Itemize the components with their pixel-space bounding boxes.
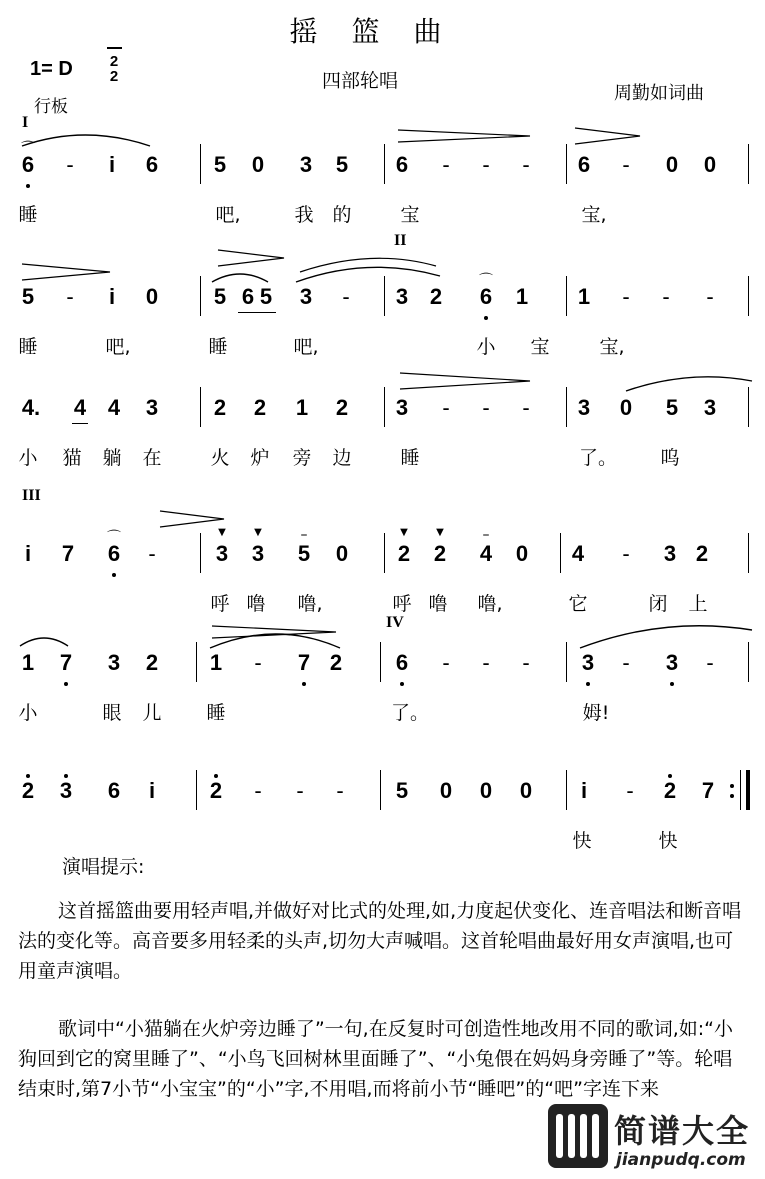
- note: 2: [253, 395, 267, 420]
- part-mark-4: IV: [386, 614, 404, 631]
- barline: [196, 642, 197, 682]
- note: 1: [21, 650, 35, 675]
- note: -: [482, 395, 490, 420]
- note: -: [622, 284, 630, 309]
- note: i: [108, 152, 116, 177]
- note: 1: [515, 284, 529, 309]
- note: 0: [619, 395, 633, 420]
- note: 5: [395, 778, 409, 803]
- note: 5: [213, 284, 227, 309]
- lyric: 姆!: [582, 702, 610, 724]
- lyric: 了。: [578, 447, 617, 469]
- note: 6: [107, 541, 121, 566]
- barline: [748, 533, 749, 573]
- watermark-logo: [548, 1104, 760, 1176]
- barline: [560, 533, 561, 573]
- note: 7: [297, 650, 311, 675]
- note: 2: [21, 778, 35, 803]
- lyric: 睡: [400, 447, 420, 469]
- note: -: [442, 152, 450, 177]
- lyric: 旁: [292, 447, 312, 469]
- song-title: 摇篮曲: [289, 15, 476, 48]
- note: 2: [397, 541, 411, 566]
- lyric: 快: [658, 830, 678, 852]
- note: -: [622, 650, 630, 675]
- note: 4.: [21, 395, 41, 420]
- note: 5: [297, 541, 311, 566]
- barline: [380, 770, 381, 810]
- note: 6: [241, 284, 255, 309]
- lyric: 的: [332, 204, 352, 226]
- note: 2: [145, 650, 159, 675]
- note: -: [148, 541, 156, 566]
- note: 1: [577, 284, 591, 309]
- lyric: 猫: [62, 447, 82, 469]
- barline: [200, 144, 201, 184]
- barline: [566, 642, 567, 682]
- barline: [384, 533, 385, 573]
- barline: [200, 533, 201, 573]
- note: -: [522, 152, 530, 177]
- lyric: 我: [294, 204, 314, 226]
- lyric: 吧,: [293, 336, 319, 358]
- note: 0: [519, 778, 533, 803]
- lyric: 睡: [18, 204, 38, 226]
- note: 5: [213, 152, 227, 177]
- note: -: [336, 778, 344, 803]
- barline: [384, 276, 385, 316]
- high-octave-dot: [64, 774, 68, 778]
- note: 3: [145, 395, 159, 420]
- note: 3: [395, 395, 409, 420]
- note: -: [254, 650, 262, 675]
- note: -: [522, 650, 530, 675]
- note: 5: [21, 284, 35, 309]
- note: 6: [395, 650, 409, 675]
- lyric: 眼: [102, 702, 122, 724]
- high-octave-dot: [214, 774, 218, 778]
- lyric: 噜,: [297, 593, 323, 615]
- staccato-icon: ▼: [254, 527, 262, 538]
- note: 0: [479, 778, 493, 803]
- note: 7: [59, 650, 73, 675]
- note: -: [442, 650, 450, 675]
- subtitle: 四部轮唱: [322, 70, 399, 92]
- note: -: [342, 284, 350, 309]
- lyric: 呼: [392, 593, 412, 615]
- note: 3: [665, 650, 679, 675]
- note: 2: [335, 395, 349, 420]
- score-row-3: [0, 395, 765, 515]
- low-octave-dot: [26, 184, 30, 188]
- time-denominator: 2: [109, 68, 119, 85]
- low-octave-dot: [586, 682, 590, 686]
- watermark-url: jianpudq.com: [616, 1150, 746, 1170]
- repeat-dot: [730, 784, 734, 788]
- note: 2: [213, 395, 227, 420]
- lyric: 它: [568, 593, 588, 615]
- lyric: 躺: [102, 447, 122, 469]
- lyric: 宝,: [599, 336, 625, 358]
- barline: [384, 387, 385, 427]
- barline: [384, 144, 385, 184]
- note: -: [706, 650, 714, 675]
- lyric: 噜: [428, 593, 448, 615]
- note: -: [296, 778, 304, 803]
- note: 4: [571, 541, 585, 566]
- note: 3: [395, 284, 409, 309]
- note: 3: [299, 284, 313, 309]
- high-octave-dot: [26, 774, 30, 778]
- lyric: 睡: [206, 702, 226, 724]
- note: 1: [209, 650, 223, 675]
- piano-keys-icon: [548, 1104, 608, 1168]
- note: 3: [107, 650, 121, 675]
- score-row-5: [0, 614, 765, 770]
- hints-paragraph-1: 这首摇篮曲要用轻声唱,并做好对比式的处理,如,力度起伏变化、连音唱法和断音唱法的变化等。高音要多用轻柔的头声,切勿大声喊唱。这首轮唱曲最好用女声演唱,也可用童声演唱。: [18, 900, 742, 982]
- part-mark-1: I: [22, 114, 29, 131]
- note: 7: [701, 778, 715, 803]
- lyric: 吧,: [215, 204, 241, 226]
- note: i: [108, 284, 116, 309]
- time-signature: [107, 54, 121, 84]
- tempo-marking: 行板: [34, 97, 68, 117]
- note: 3: [215, 541, 229, 566]
- barline: [748, 144, 749, 184]
- note: 6: [145, 152, 159, 177]
- note: 2: [429, 284, 443, 309]
- hints-paragraph-2: 歌词中“小猫躺在火炉旁边睡了”一句,在反复时可创造性地改用不同的歌词,如:“小狗回到它的窝里睡了”、“小鸟飞回树林里面睡了”、“小兔偎在妈妈身旁睡了”等。轮唱结束时,第7小节“小宝宝”的“小”字,不用唱,而将前小节“睡吧”的“吧”字连下来: [18, 1018, 734, 1100]
- beam-underline: [72, 423, 88, 424]
- note: 0: [145, 284, 159, 309]
- note: 2: [209, 778, 223, 803]
- lyric: 儿: [142, 702, 162, 724]
- lyric: 了。: [390, 702, 429, 724]
- note: 3: [299, 152, 313, 177]
- note: -: [66, 152, 74, 177]
- part-mark-2: II: [394, 232, 407, 249]
- lyric: 呜: [660, 447, 680, 469]
- lyric: 火: [210, 447, 230, 469]
- note: -: [482, 650, 490, 675]
- note: 4: [479, 541, 493, 566]
- barline: [566, 770, 567, 810]
- note: 4: [107, 395, 121, 420]
- barline: [748, 387, 749, 427]
- note: 2: [695, 541, 709, 566]
- lyric: 睡: [208, 336, 228, 358]
- barline: [196, 770, 197, 810]
- note: -: [706, 284, 714, 309]
- note: 1: [295, 395, 309, 420]
- note: 3: [59, 778, 73, 803]
- lyric: 宝: [400, 204, 420, 226]
- key-signature: 1= D: [30, 58, 73, 80]
- note: -: [66, 284, 74, 309]
- barline: [740, 770, 741, 810]
- barline: [748, 642, 749, 682]
- note: 0: [665, 152, 679, 177]
- note: 6: [577, 152, 591, 177]
- note: 2: [663, 778, 677, 803]
- score-row-1: [0, 114, 765, 272]
- fermata-icon: ⌒: [21, 141, 35, 157]
- low-octave-dot: [400, 682, 404, 686]
- note: 5: [665, 395, 679, 420]
- staccato-icon: ▼: [400, 527, 408, 538]
- watermark-title: 简谱大全: [614, 1112, 751, 1150]
- note: i: [580, 778, 588, 803]
- lyric: 快: [572, 830, 592, 852]
- note: 3: [251, 541, 265, 566]
- note: i: [24, 541, 32, 566]
- composer-credit: 周勤如词曲: [614, 83, 704, 104]
- time-signature-divider: [107, 47, 122, 49]
- note: 0: [335, 541, 349, 566]
- lyric: 宝,: [581, 204, 607, 226]
- barline: [566, 144, 567, 184]
- lyric: 小: [18, 447, 38, 469]
- score-row-4: [0, 487, 765, 661]
- note: 3: [703, 395, 717, 420]
- barline: [748, 276, 749, 316]
- low-octave-dot: [112, 573, 116, 577]
- note: 6: [479, 284, 493, 309]
- note: 0: [439, 778, 453, 803]
- barline: [566, 387, 567, 427]
- lyric: 睡: [18, 336, 38, 358]
- lyric: 小: [18, 702, 38, 724]
- note: 3: [577, 395, 591, 420]
- lyric: 宝: [530, 336, 550, 358]
- note: -: [522, 395, 530, 420]
- beam-underline: [238, 312, 276, 313]
- note: -: [662, 284, 670, 309]
- lyric: 在: [142, 447, 162, 469]
- lyric: 噜,: [477, 593, 503, 615]
- note: 5: [335, 152, 349, 177]
- tenuto-icon: –: [300, 527, 308, 543]
- lyric: 闭: [648, 593, 668, 615]
- score-row-2: [0, 232, 765, 404]
- score-row-6: [0, 778, 765, 898]
- note: -: [622, 152, 630, 177]
- note: 2: [433, 541, 447, 566]
- barline: [200, 276, 201, 316]
- note: 0: [703, 152, 717, 177]
- repeat-dot: [730, 794, 734, 798]
- low-octave-dot: [484, 316, 488, 320]
- note: 6: [21, 152, 35, 177]
- lyric: 边: [332, 447, 352, 469]
- high-octave-dot: [668, 774, 672, 778]
- staccato-icon: ▼: [436, 527, 444, 538]
- low-octave-dot: [302, 682, 306, 686]
- note: 5: [259, 284, 273, 309]
- barline: [566, 276, 567, 316]
- note: -: [254, 778, 262, 803]
- note: 2: [329, 650, 343, 675]
- note: -: [622, 541, 630, 566]
- note: 7: [61, 541, 75, 566]
- tenuto-icon: –: [482, 527, 490, 543]
- fermata-icon: ⌒: [479, 273, 493, 289]
- note: 6: [107, 778, 121, 803]
- low-octave-dot: [64, 682, 68, 686]
- note: 0: [251, 152, 265, 177]
- lyric: 小: [476, 336, 496, 358]
- note: 0: [515, 541, 529, 566]
- note: -: [442, 395, 450, 420]
- note: 4: [73, 395, 87, 420]
- note: 3: [663, 541, 677, 566]
- low-octave-dot: [670, 682, 674, 686]
- lyric: 噜: [246, 593, 266, 615]
- barline: [380, 642, 381, 682]
- final-barline: [746, 770, 750, 810]
- lyric: 上: [688, 593, 708, 615]
- hints-heading: 演唱提示:: [62, 856, 145, 878]
- lyric: 呼: [210, 593, 230, 615]
- staccato-icon: ▼: [218, 527, 226, 538]
- note: i: [148, 778, 156, 803]
- fermata-icon: ⌒: [107, 530, 121, 546]
- lyric: 炉: [250, 447, 270, 469]
- time-numerator: 2: [109, 53, 119, 70]
- note: 6: [395, 152, 409, 177]
- note: -: [482, 152, 490, 177]
- part-mark-3: III: [22, 487, 41, 504]
- barline: [200, 387, 201, 427]
- note: 3: [581, 650, 595, 675]
- lyric: 吧,: [105, 336, 131, 358]
- note: -: [626, 778, 634, 803]
